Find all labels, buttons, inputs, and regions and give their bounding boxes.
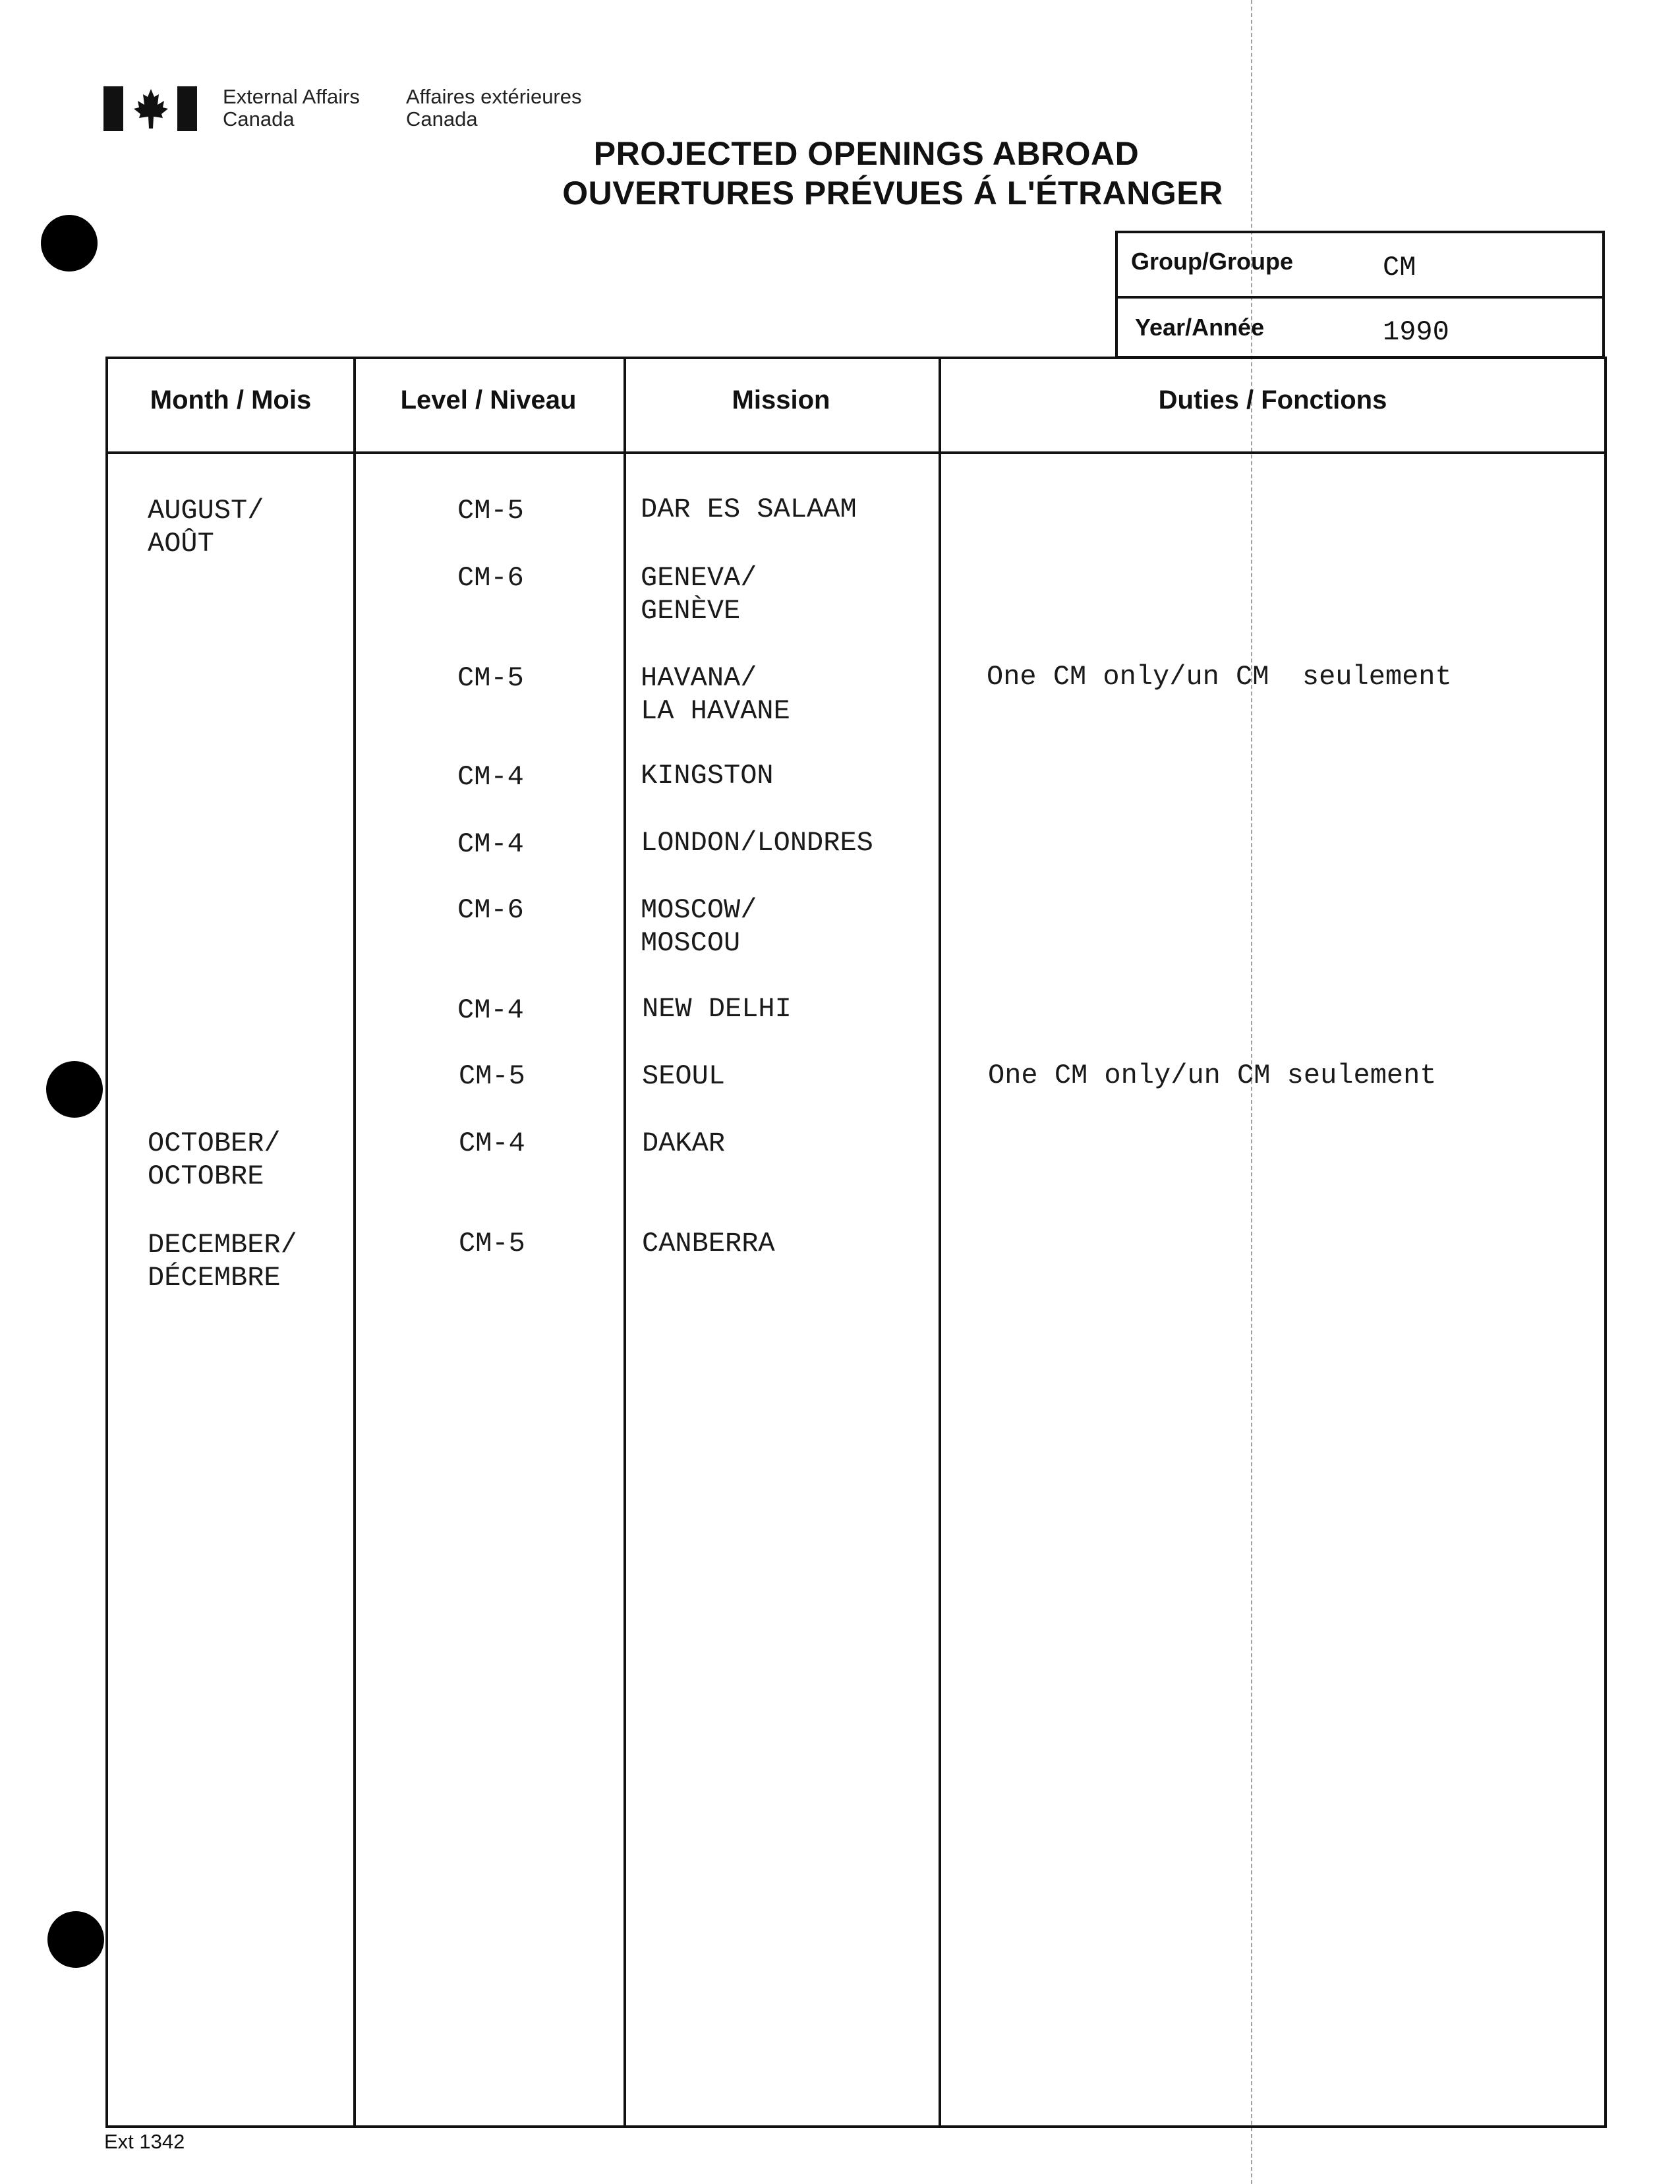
- table-cell-level: CM-5: [459, 1228, 525, 1259]
- table-cell-duties: One CM only/un CM seulement: [988, 1060, 1437, 1091]
- table-cell-level: CM-4: [459, 1128, 525, 1159]
- year-value: 1990: [1383, 316, 1449, 348]
- table-cell-mission: GENEVA/ GENÈVE: [641, 562, 757, 627]
- table-cell-mission: MOSCOW/ MOSCOU: [641, 894, 757, 959]
- table-cell-month: DECEMBER/ DÉCEMBRE: [148, 1229, 297, 1294]
- column-header-month: Month / Mois: [150, 386, 312, 415]
- table-cell-mission: DAKAR: [642, 1128, 726, 1159]
- dept-name-fr: Affaires extérieures Canada: [406, 85, 582, 130]
- table-cell-mission: SEOUL: [642, 1060, 726, 1092]
- canada-flag-logo: [103, 86, 197, 131]
- punch-hole-bottom: [47, 1911, 104, 1968]
- table-cell-level: CM-4: [457, 994, 524, 1026]
- column-header-mission: Mission: [732, 386, 830, 415]
- table-cell-level: CM-5: [459, 1060, 525, 1092]
- punch-hole-middle: [46, 1061, 103, 1118]
- column-header-duties: Duties / Fonctions: [1158, 386, 1387, 415]
- dept-name-en: External Affairs Canada: [223, 85, 360, 130]
- table-cell-level: CM-4: [457, 761, 524, 793]
- table-cell-level: CM-5: [457, 495, 524, 527]
- table-cell-duties: One CM only/un CM seulement: [987, 661, 1452, 693]
- table-cell-month: OCTOBER/ OCTOBRE: [148, 1128, 281, 1192]
- table-cell-mission: NEW DELHI: [642, 993, 792, 1025]
- page-title-en: PROJECTED OPENINGS ABROAD: [593, 135, 1140, 172]
- table-cell-mission: HAVANA/ LA HAVANE: [641, 662, 790, 727]
- table-cell-level: CM-5: [457, 662, 524, 694]
- page-title-fr: OUVERTURES PRÉVUES Á L'ÉTRANGER: [562, 175, 1223, 212]
- table-cell-mission: LONDON/LONDRES: [641, 827, 873, 859]
- column-header-level: Level / Niveau: [400, 386, 577, 415]
- table-cell-mission: CANBERRA: [642, 1228, 775, 1259]
- group-label: Group/Groupe: [1131, 248, 1293, 275]
- table-cell-month: AUGUST/ AOÛT: [148, 495, 264, 560]
- punch-hole-top: [41, 215, 98, 272]
- year-label: Year/Année: [1135, 314, 1265, 341]
- form-code: Ext 1342: [104, 2130, 185, 2153]
- group-year-box: [1115, 231, 1605, 359]
- table-cell-level: CM-4: [457, 828, 524, 860]
- group-value: CM: [1383, 252, 1416, 283]
- table-cell-mission: KINGSTON: [641, 760, 774, 791]
- openings-table: [105, 357, 1607, 2128]
- table-cell-level: CM-6: [457, 894, 524, 926]
- maple-leaf-icon: [132, 88, 169, 130]
- table-cell-mission: DAR ES SALAAM: [641, 494, 857, 525]
- table-cell-level: CM-6: [457, 562, 524, 594]
